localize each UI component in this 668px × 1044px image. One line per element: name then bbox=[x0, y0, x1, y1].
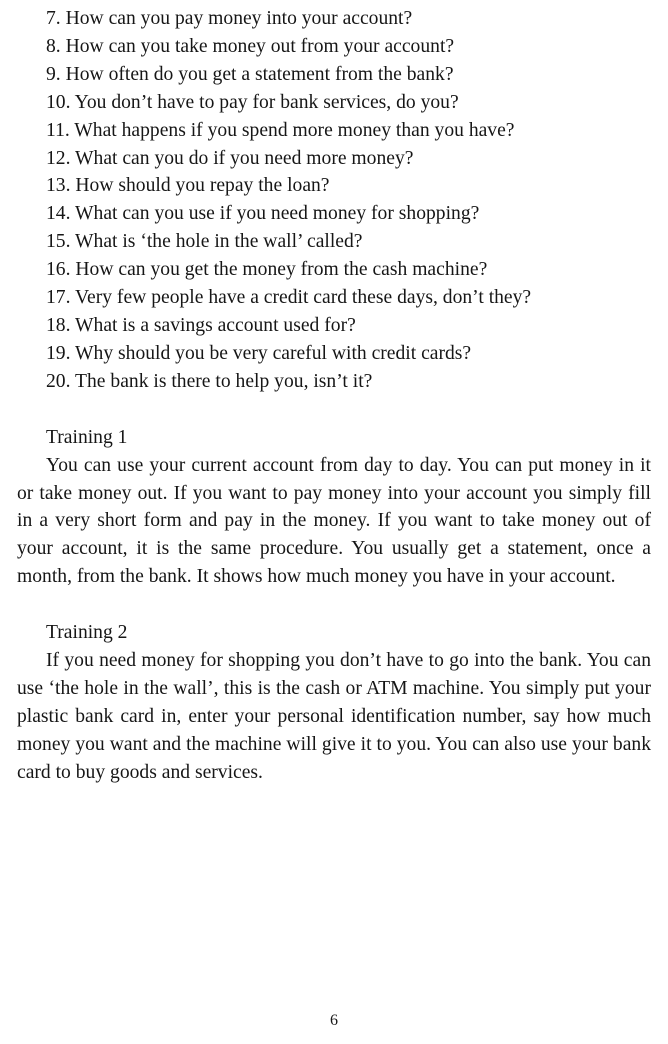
training-1-title: Training 1 bbox=[46, 426, 128, 448]
question-item: 8. How can you take money out from your account? bbox=[46, 35, 455, 57]
question-item: 16. How can you get the money from the cash machine? bbox=[46, 259, 488, 281]
question-item: 10. You don’t have to pay for bank services, do you? bbox=[46, 91, 459, 113]
training-1-text: You can use your current account from day to day. You can put money in it or take money out. If you want to pay money into your account you simply fill in a very short form and pay in the money. If you want to take money out of your account, it is the same procedure. You usually get a statement, once a month, from the bank. It shows how much money you have in your account. bbox=[17, 454, 651, 588]
question-item: 11. What happens if you spend more money than you have? bbox=[46, 119, 515, 141]
question-item: 12. What can you do if you need more money? bbox=[46, 147, 414, 169]
question-item: 20. The bank is there to help you, isn’t it? bbox=[46, 370, 373, 392]
page-content bbox=[17, 5, 651, 787]
question-item: 18. What is a savings account used for? bbox=[46, 314, 356, 336]
question-list bbox=[17, 5, 651, 396]
training-2-text: If you need money for shopping you don’t have to go into the bank. You can use ‘the hole in the wall’, this is the cash or ATM machine. You simply put your plastic bank card in, enter your personal identification number, say how much money you want and the machine will give it to you. You can also use your bank card to buy goods and services. bbox=[17, 650, 651, 783]
question-item: 17. Very few people have a credit card these days, don’t they? bbox=[46, 287, 532, 309]
training-2-title: Training 2 bbox=[46, 622, 128, 644]
question-item: 19. Why should you be very careful with credit cards? bbox=[46, 342, 472, 364]
training-2-section bbox=[17, 619, 651, 786]
question-item: 14. What can you use if you need money for shopping? bbox=[46, 203, 480, 225]
question-item: 7. How can you pay money into your account? bbox=[46, 8, 413, 29]
question-item: 13. How should you repay the loan? bbox=[46, 175, 330, 197]
question-item: 9. How often do you get a statement from the bank? bbox=[46, 63, 454, 85]
training-1-section bbox=[17, 424, 651, 591]
question-item: 15. What is ‘the hole in the wall’ called? bbox=[46, 231, 363, 253]
page-number: 6 bbox=[330, 1012, 338, 1029]
